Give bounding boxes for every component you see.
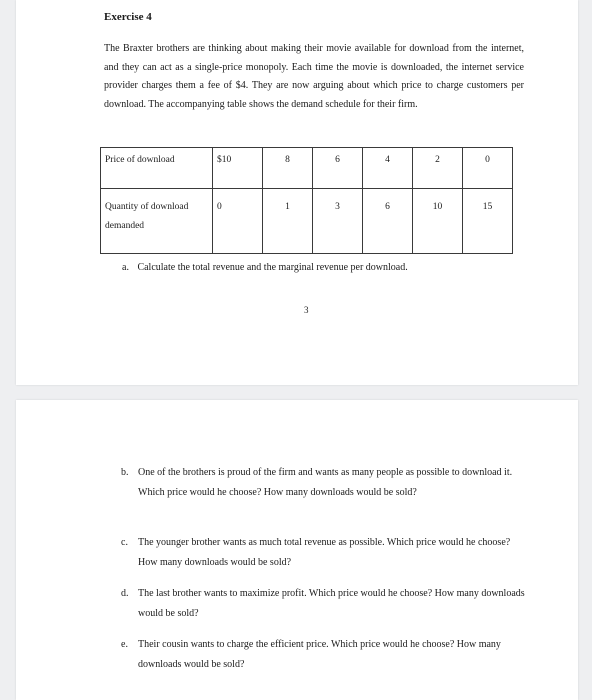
question-a <box>122 262 408 273</box>
quantity-cell: 6 <box>363 189 413 254</box>
question-a-letter: a. <box>122 262 129 273</box>
price-cell: 0 <box>463 148 513 189</box>
table-row-quantity <box>101 189 513 254</box>
question-text: Their cousin wants to charge the efficient price. Which price would he choose? How many downloads would be sold? <box>138 639 501 670</box>
question-text: The last brother wants to maximize profit. Which price would he choose? How many downloads would be sold? <box>138 588 525 619</box>
page-2 <box>16 400 578 700</box>
question-text: One of the brothers is proud of the firm and wants as many people as possible to download it. Which price would he choose? How many downloads would be sold? <box>138 467 513 498</box>
quantity-cell: 0 <box>213 189 263 254</box>
question-text: The younger brother wants as much total revenue as possible. Which price would he choose? How many downloads would be sold? <box>138 537 511 568</box>
quantity-cell: 3 <box>313 189 363 254</box>
question-letter: c. <box>121 537 128 548</box>
price-cell: 8 <box>263 148 313 189</box>
quantity-cell: 10 <box>413 189 463 254</box>
question-b <box>121 463 531 502</box>
question-a-text: Calculate the total revenue and the marginal revenue per download. <box>137 262 408 273</box>
price-cell: $10 <box>213 148 263 189</box>
quantity-cell: 15 <box>463 189 513 254</box>
quantity-cell: 1 <box>263 189 313 254</box>
price-cell: 4 <box>363 148 413 189</box>
price-row-label: Price of download <box>101 148 213 189</box>
exercise-heading: Exercise 4 <box>104 11 152 23</box>
question-c <box>121 533 531 572</box>
question-letter: b. <box>121 467 129 478</box>
question-letter: d. <box>121 588 129 599</box>
price-cell: 6 <box>313 148 363 189</box>
demand-schedule-table <box>100 147 513 254</box>
page-number: 3 <box>304 305 309 315</box>
table-row-price <box>101 148 513 189</box>
question-letter: e. <box>121 639 128 650</box>
quantity-row-label: Quantity of download demanded <box>101 189 213 254</box>
question-d <box>121 584 531 623</box>
page-1 <box>16 0 578 385</box>
price-cell: 2 <box>413 148 463 189</box>
intro-paragraph: The Braxter brothers are thinking about making their movie available for download from the internet, and they can act as a single-price monopoly. Each time the movie is downloaded, the internet service provider charges them a fee of $4. They are now arguing about which price to charge customers per download. The accompanying table shows the demand schedule for their firm. <box>104 43 524 110</box>
question-e <box>121 635 531 674</box>
